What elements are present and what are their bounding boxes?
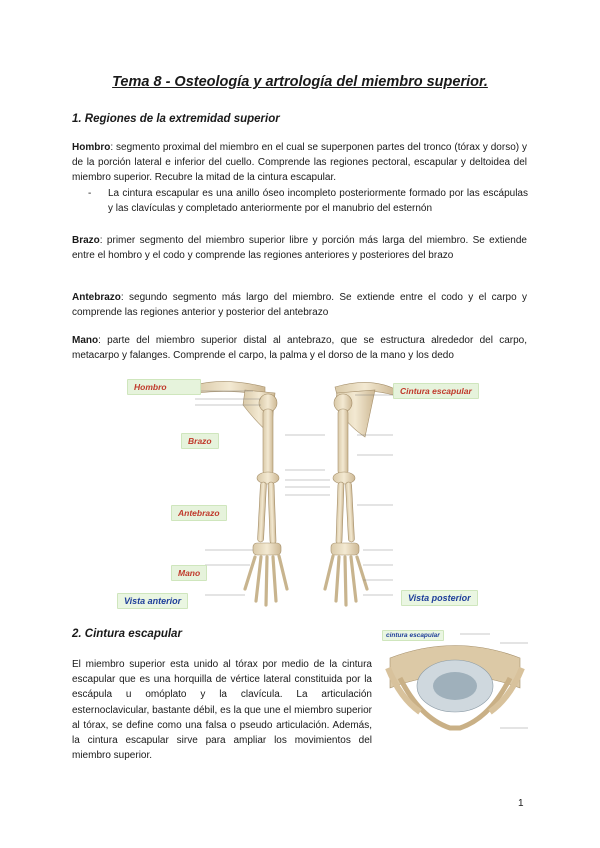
upper-limb-skeleton-figure <box>125 375 485 610</box>
term-mano: Mano <box>72 335 99 346</box>
label-mano: Mano <box>171 565 207 581</box>
bullet-dash: - <box>88 188 92 199</box>
label-antebrazo: Antebrazo <box>171 505 227 521</box>
label-vista-anterior: Vista anterior <box>117 593 188 609</box>
anterior-skeleton <box>195 381 330 605</box>
page-title: Tema 8 - Osteología y artrología del miembro superior. <box>112 74 488 90</box>
term-brazo: Brazo <box>72 235 100 246</box>
bullet-cintura <box>88 186 528 216</box>
pectoral-girdle-illustration <box>380 628 530 746</box>
term-hombro: Hombro <box>72 142 111 153</box>
page-number: 1 <box>518 798 524 809</box>
section-heading-regiones: 1. Regiones de la extremidad superior <box>72 113 280 125</box>
paragraph-mano <box>72 333 527 363</box>
posterior-skeleton <box>325 382 395 605</box>
text-hombro: : segmento proximal del miembro en el cual se superponen partes del tronco (tórax y dorso) y de la porción lateral e inferior del cuello. Comprende las regiones pectoral, escapular y deltoidea del miembro superior. Recubre la mitad de la cintura escapular. <box>72 142 527 183</box>
section-heading-cintura: 2. Cintura escapular <box>72 628 182 640</box>
paragraph-cintura-escapular: El miembro superior esta unido al tórax por medio de la cintura escapular que es una horquilla de vértice lateral constituida por la escápula u omóplato y la clavícula. La articulación esternoclavicular, bastante débil, es la que une el miembro superior al tórax, se define como una falsa o pseudo articulación. Además, la cintura escapular sirve para ampliar los movimientos del miembro superior. <box>72 659 372 762</box>
text-antebrazo: : segundo segmento más largo del miembro. Se extiende entre el codo y el carpo y comprende las regiones anterior y posterior del antebrazo <box>72 292 527 318</box>
label-vista-posterior: Vista posterior <box>401 590 478 606</box>
paragraph-brazo <box>72 233 527 263</box>
label-cintura-escapular-small: cintura escapular <box>382 630 444 641</box>
paragraph-hombro <box>72 140 527 185</box>
text-brazo: : primer segmento del miembro superior libre y porción más larga del miembro. Se extiende entre el hombro y el codo y comprende las regiones anteriores y posteriores del brazo <box>72 235 527 261</box>
label-brazo: Brazo <box>181 433 219 449</box>
term-antebrazo: Antebrazo <box>72 292 121 303</box>
label-hombro: Hombro <box>127 379 201 395</box>
paragraph-antebrazo <box>72 290 527 320</box>
bullet-text: La cintura escapular es una anillo óseo incompleto posteriormente formado por las escápulas y las clavículas y completado anteriormente por el manubrio del esternón <box>108 188 528 214</box>
label-cintura-escapular: Cintura escapular <box>393 383 479 399</box>
text-mano: : parte del miembro superior distal al antebrazo, que se estructura alrededor del carpo, metacarpo y falanges. Comprende el carpo, la palma y el dorso de la mano y los dedo <box>72 335 527 361</box>
pectoral-girdle-figure <box>380 628 530 746</box>
